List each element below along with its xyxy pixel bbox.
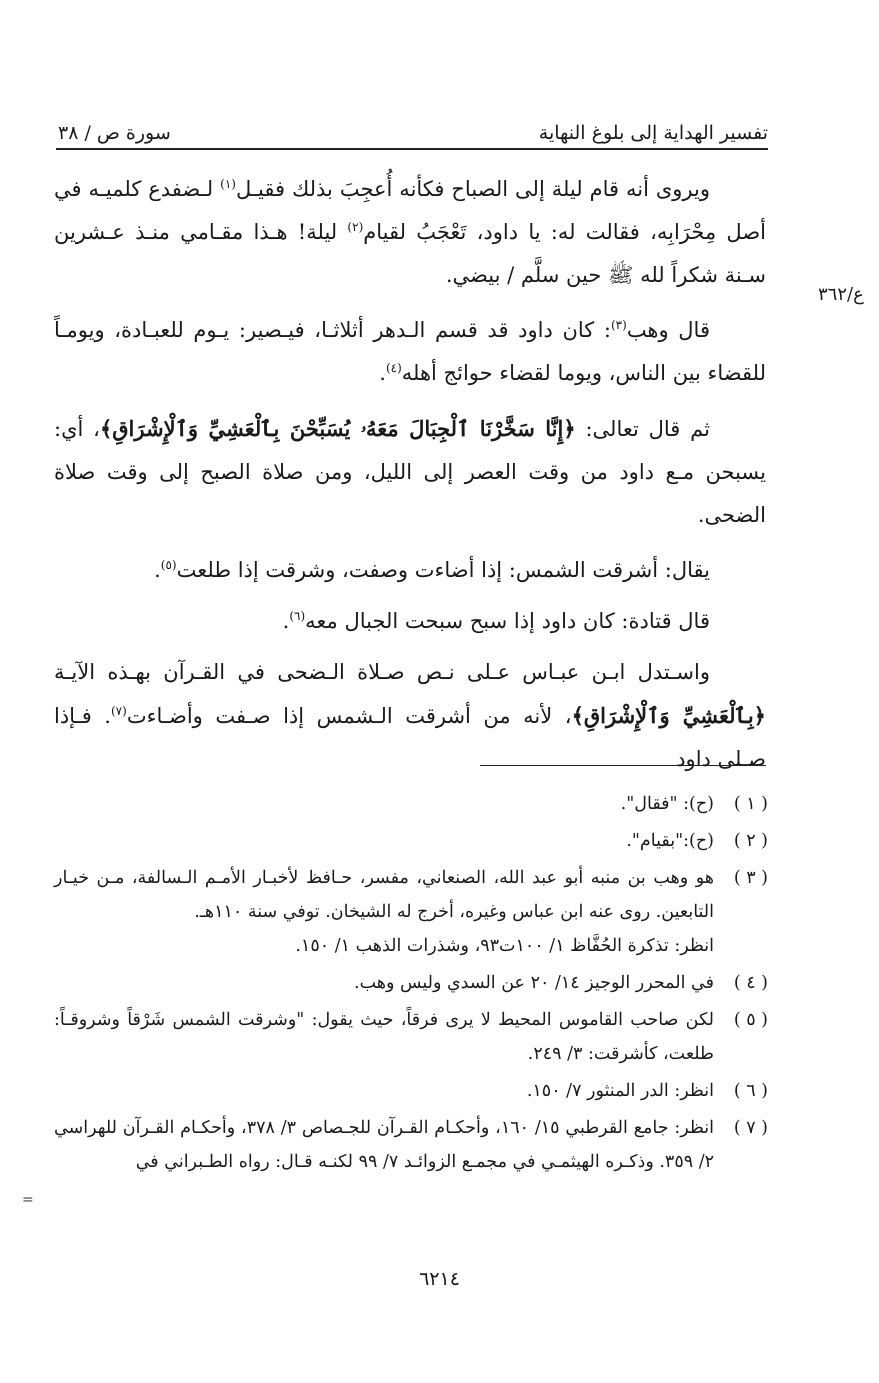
body-paragraph bbox=[54, 549, 766, 592]
body-paragraph bbox=[54, 309, 766, 395]
footnote-item bbox=[54, 1074, 768, 1108]
footnote-number: ( ٣ ) bbox=[733, 868, 768, 888]
footnotes bbox=[54, 787, 768, 1182]
body-text-run: ، أي: يسبحن مـع داود من وقت العصر إلى الليل، ومن صلاة الصبح إلى وقت صلاة الضحى. bbox=[54, 417, 766, 527]
footnote-text bbox=[54, 787, 714, 821]
footnote-number: ( ٤ ) bbox=[733, 973, 768, 993]
main-text bbox=[54, 168, 766, 793]
footnote-number: ( ٥ ) bbox=[733, 1010, 768, 1030]
footnote-item bbox=[54, 1111, 768, 1179]
footnote-text bbox=[54, 966, 714, 1000]
continuation-mark: = bbox=[22, 1192, 34, 1208]
footnote-number: ( ٢ ) bbox=[733, 831, 768, 851]
body-text-run: ثم قال تعالى: bbox=[575, 417, 710, 441]
footnote-separator bbox=[480, 765, 766, 766]
footnote-item bbox=[54, 966, 768, 1000]
quran-verse: ﴿بِٱلْعَشِيِّ وَٱلْإِشْرَاقِ﴾ bbox=[571, 703, 766, 728]
footnote-reference: (١) bbox=[220, 177, 236, 191]
body-text-run: : كان داود قد قسم الـدهر أثلاثـا، فيـصير: يـوم للعبـادة، ويومـاً للقضاء بين الناس، ويوما لقضاء حوائج أهله bbox=[54, 318, 766, 385]
body-paragraph bbox=[54, 168, 766, 297]
body-text-run: لـضفدع كلميـه في أصل مِحْرَابِه، فقالت له: يا داود، تَعْجَبُ لقيام bbox=[54, 177, 766, 244]
footnote-number: ( ١ ) bbox=[733, 794, 768, 814]
quran-verse: ﴿إِنَّا سَخَّرْنَا ٱلْجِبَالَ مَعَهُۥ يُسَبِّحْنَ بِٱلْعَشِيِّ وَٱلْإِشْرَاقِ﴾ bbox=[99, 416, 576, 441]
footnote-number: ( ٦ ) bbox=[733, 1081, 768, 1101]
body-text-run: ، لأنه من أشرقت الـشمس إذا صـفت وأضـاءت bbox=[126, 704, 572, 728]
book-title: تفسير الهداية إلى بلوغ النهاية bbox=[538, 122, 768, 144]
body-text-run: ويروى أنه قام ليلة إلى الصباح فكأنه أُعجِبَ بذلك فقيـل bbox=[235, 177, 710, 201]
footnote-line: في المحرر الوجيز ١٤/ ٢٠ عن السدي وليس وهب. bbox=[354, 973, 714, 993]
page-number: ٦٢١٤ bbox=[419, 1268, 460, 1290]
body-text-run: يقال: أشرقت الشمس: إذا أضاءت وصفت، وشرقت إذا طلعت bbox=[176, 558, 710, 582]
footnote-line: (ح): "فقال". bbox=[620, 794, 714, 814]
body-text-run: . فـإذا صـلى داود bbox=[54, 704, 766, 771]
footnote-item bbox=[54, 787, 768, 821]
footnote-line: انظر: الدر المنثور ٧/ ١٥٠. bbox=[526, 1081, 714, 1101]
footnote-line: هو وهب بن منبه أبو عبد الله، الصنعاني، مفسر، حـافظ لأخبـار الأمـم الـسالفة، مـن خيـار التابعين. روى عنه ابن عباس وغيره، أخرج له الشيخان. توفي سنة ١١٠هـ. bbox=[54, 868, 714, 922]
footnote-text bbox=[54, 1003, 714, 1071]
footnote-item bbox=[54, 861, 768, 963]
running-header bbox=[58, 112, 768, 144]
body-paragraph bbox=[54, 407, 766, 537]
footnote-item bbox=[54, 1003, 768, 1071]
footnote-reference: (٢) bbox=[347, 220, 364, 234]
body-text-run: . bbox=[282, 609, 290, 633]
footnote-reference: (٧) bbox=[110, 704, 127, 718]
manuscript-folio-note: ع/٣٦٢ bbox=[818, 284, 864, 305]
header-rule bbox=[56, 148, 768, 150]
body-text-run: . bbox=[154, 558, 161, 582]
body-paragraph bbox=[54, 600, 766, 643]
body-paragraph bbox=[54, 651, 766, 781]
body-text-run: ليلة! هـذا مقـامي منـذ عـشرين سـنة شكراً لله ﷺ حين سلَّم / بيضي. bbox=[54, 220, 766, 287]
footnote-reference: (٣) bbox=[610, 318, 627, 332]
footnote-text bbox=[54, 1074, 714, 1108]
footnote-line: (ح):"بقيام". bbox=[626, 831, 714, 851]
footnote-text bbox=[54, 824, 714, 858]
body-text-run: . bbox=[379, 361, 386, 385]
footnote-item bbox=[54, 824, 768, 858]
surah-page-reference: سورة ص / ٣٨ bbox=[58, 122, 171, 144]
footnote-text bbox=[54, 861, 714, 963]
footnote-line: انظر: جامع القرطبي ١٥/ ١٦٠، وأحكـام القـرآن للجـصاص ٣/ ٣٧٨، وأحكـام القـرآن للهراسي ٢/ ٣٥٩. وذكـره الهيثمـي في مجمـع الزوائـد ٧/ ٩٩ لكنـه قـال: رواه الطـبراني في bbox=[54, 1118, 714, 1172]
body-text-run: قال قتادة: كان داود إذا سبح سبحت الجبال معه bbox=[305, 609, 710, 633]
footnote-line: انظر: تذكرة الحُفَّاظ ١/ ١٠٠ت٩٣، وشذرات الذهب ١/ ١٥٠. bbox=[295, 936, 714, 956]
body-text-run: قال وهب bbox=[626, 318, 710, 342]
footnote-reference: (٦) bbox=[289, 609, 306, 623]
body-text-run: واسـتدل ابـن عبـاس عـلى نـص صـلاة الـضحى في القـرآن بهـذه الآيـة bbox=[54, 660, 710, 684]
footnote-reference: (٥) bbox=[160, 558, 177, 572]
footnote-number: ( ٧ ) bbox=[733, 1118, 768, 1138]
footnote-reference: (٤) bbox=[385, 361, 402, 375]
footnote-text bbox=[54, 1111, 714, 1179]
footnote-line: لكن صاحب القاموس المحيط لا يرى فرقاً، حيث يقول: "وشرقت الشمس شَرْقاً وشروقـاً: طلعت، كأشرقت: ٣/ ٢٤٩. bbox=[54, 1010, 714, 1064]
